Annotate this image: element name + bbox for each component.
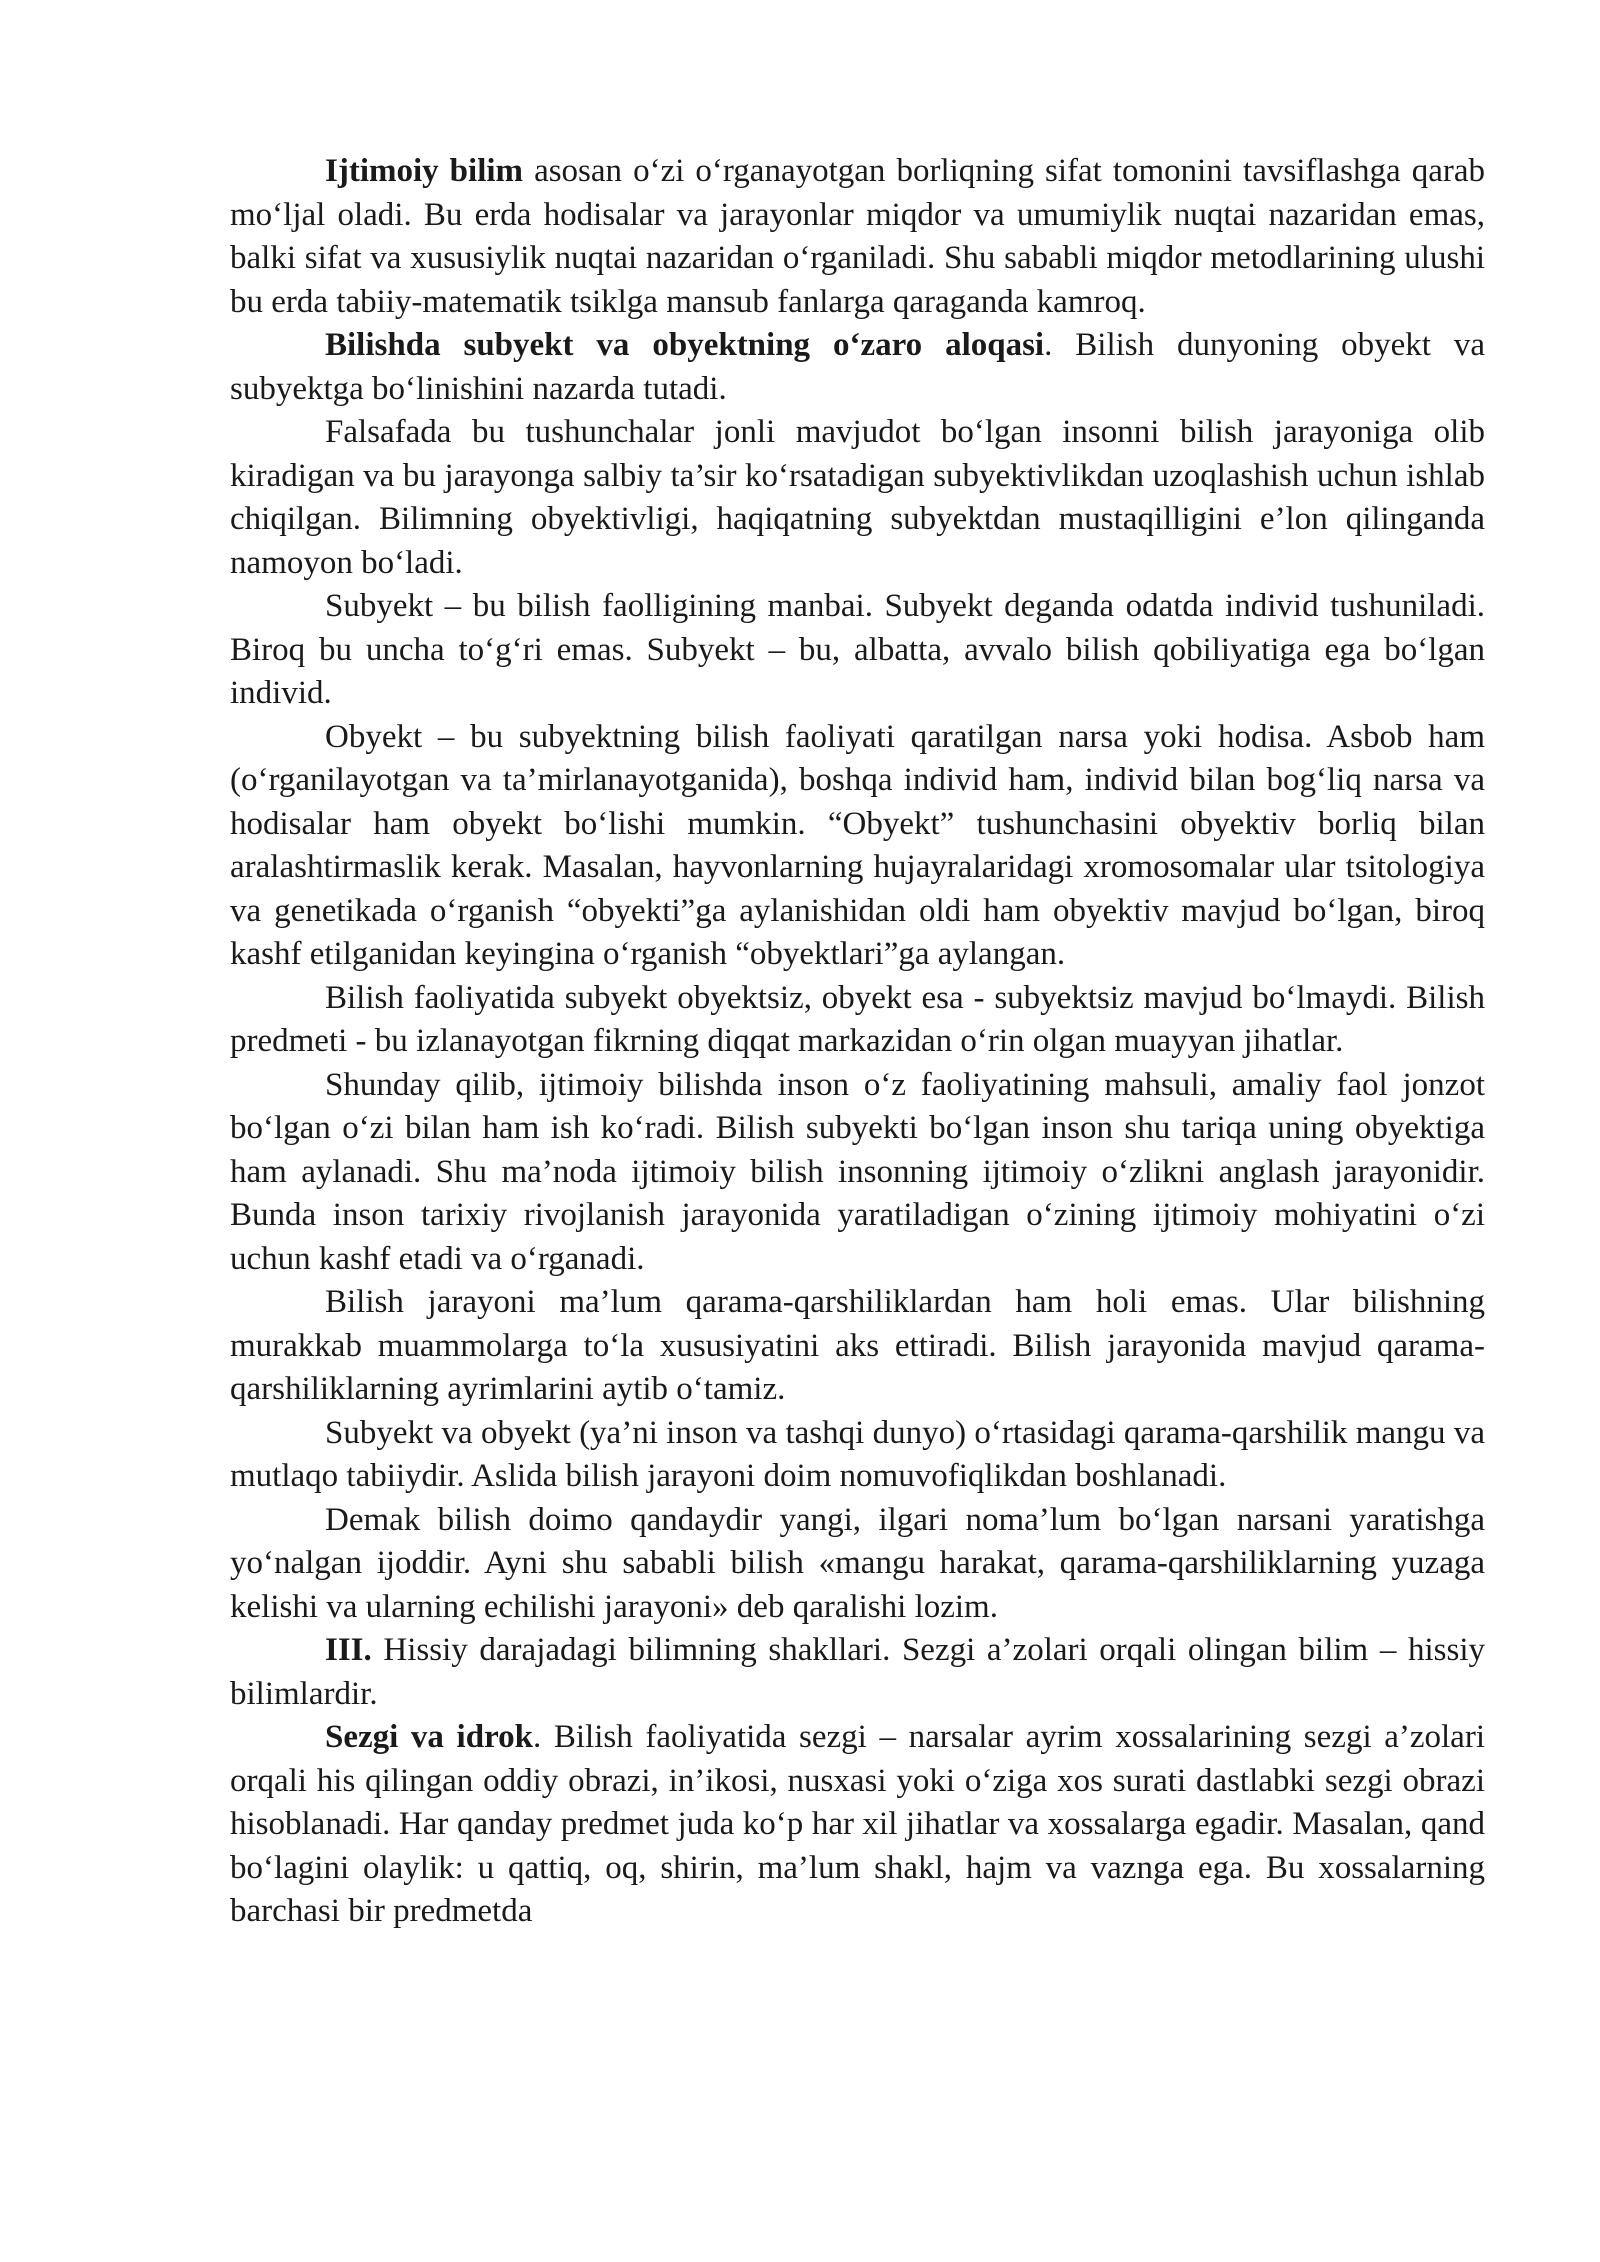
paragraph-text: Bilish faoliyatida subyekt obyektsiz, obyekt esa - subyektsiz mavjud bo‘lmaydi. Bilish predmeti - bu izlanayotgan fikrning diqqat markazidan o‘rin olgan muayyan jihatlar.: [230, 979, 1485, 1059]
paragraph-text: Subyekt va obyekt (ya’ni inson va tashqi dunyo) o‘rtasidagi qarama-qarshilik mangu va mutlaqo tabiiydir. Aslida bilish jarayoni doim nomuvofiqlikdan boshlanadi.: [230, 1414, 1485, 1494]
paragraph-text: Obyekt – bu subyektning bilish faoliyati qaratilgan narsa yoki hodisa. Asbob ham (o‘rganilayotgan va ta’mirlanayotganida), boshqa individ ham, individ bilan bog‘liq narsa va hodisalar ham obyekt bo‘lishi mumkin. “Obyekt” tushunchasini obyektiv borliq bilan aralashtirmaslik kerak. Masalan, hayvonlarning hujayralaridagi xromosomalar ular tsitologiya va genetikada o‘rganish “obyekti”ga aylanishidan oldi ham obyektiv mavjud bo‘lgan, biroq kashf etilganidan keyingina o‘rganish “obyektlari”ga aylangan.: [230, 718, 1485, 972]
paragraph-text: Bilish jarayoni ma’lum qarama-qarshiliklardan ham holi emas. Ular bilishning murakkab muammolarga to‘la xususiyatini aks ettiradi. Bilish jarayonida mavjud qarama-qarshiliklarning ayrimlarini aytib o‘tamiz.: [230, 1284, 1485, 1407]
paragraph-subyekt-va-obyekt: [230, 1412, 1485, 1499]
paragraph-lead: Sezgi va idrok: [325, 1719, 533, 1755]
paragraph-text: Hissiy darajadagi bilimning shakllari. Sezgi a’zolari orqali olingan bilim – hissiy bilimlardir.: [230, 1632, 1485, 1712]
paragraph-ijtimoiy-bilim: [230, 150, 1485, 324]
paragraph-text: asosan o‘zi o‘rganayotgan borliqning sifat tomonini tavsiflashga qarab mo‘ljal oladi. Bu erda hodisalar va jarayonlar miqdor va umumiylik nuqtai nazaridan emas, balki sifat va xususiylik nuqtai nazaridan o‘rganiladi. Shu sababli miqdor metodlarining ulushi bu erda tabiiy-matematik tsiklga mansub fanlarga qaraganda kamroq.: [230, 153, 1485, 320]
paragraph-text: Falsafada bu tushunchalar jonli mavjudot bo‘lgan insonni bilish jarayoniga olib kiradigan va bu jarayonga salbiy ta’sir ko‘rsatadigan subyektivlikdan uzoqlashish uchun ishlab chiqilgan. Bilimning obyektivligi, haqiqatning subyektdan mustaqilligini e’lon qilinganda namoyon bo‘ladi.: [230, 414, 1485, 581]
paragraph-falsafada: [230, 411, 1485, 585]
paragraph-shunday-qilib: [230, 1064, 1485, 1282]
paragraph-text: Demak bilish doimo qandaydir yangi, ilgari noma’lum bo‘lgan narsani yaratishga yo‘nalgan ijoddir. Ayni shu sababli bilish «mangu harakat, qarama-qarshiliklarning yuzaga kelishi va ularning echilishi jarayoni» deb qaralishi lozim.: [230, 1501, 1485, 1625]
paragraph-text: . Bilish dunyoning obyekt va subyektga bo‘linishini nazarda tutadi.: [230, 327, 1485, 407]
paragraph-text: Subyekt – bu bilish faolligining manbai. Subyekt deganda odatda individ tushuniladi. Biroq bu uncha to‘g‘ri emas. Subyekt – bu, albatta, avvalo bilish qobiliyatiga ega bo‘lgan individ.: [230, 588, 1485, 711]
paragraph-text: . Bilish faoliyatida sezgi – narsalar ayrim xossalarining sezgi a’zolari orqali his qilingan oddiy obrazi, in’ikosi, nusxasi yoki o‘ziga xos surati dastlabki sezgi obrazi hisoblanadi. Har qanday predmet juda ko‘p har xil jihatlar va xossalarga egadir. Masalan, qand bo‘lagini olaylik: u qattiq, oq, shirin, ma’lum shakl, hajm va vaznga ega. Bu xossalarning barchasi bir predmetda: [230, 1719, 1485, 1929]
paragraph-demak: [230, 1499, 1485, 1630]
paragraph-text: Shunday qilib, ijtimoiy bilishda inson o‘z faoliyatining mahsuli, amaliy faol jonzot bo‘lgan o‘zi bilan ham ish ko‘radi. Bilish subyekti bo‘lgan inson shu tariqa uning obyektiga ham aylanadi. Shu ma’noda ijtimoiy bilish insonning ijtimoiy o‘zlikni anglash jarayonidir. Bunda inson tarixiy rivojlanish jarayonida yaratiladigan o‘zining ijtimoiy mohiyatini o‘zi uchun kashf etadi va o‘rganadi.: [230, 1066, 1485, 1277]
paragraph-obyekt-definition: [230, 716, 1485, 977]
paragraph-sezgi-va-idrok: [230, 1716, 1485, 1934]
section-number: III.: [325, 1632, 372, 1668]
paragraph-lead: Ijtimoiy bilim: [325, 153, 524, 189]
paragraph-section-iii: [230, 1629, 1485, 1716]
document-page: [230, 150, 1485, 1934]
paragraph-subyekt-obyekt: [230, 324, 1485, 411]
paragraph-bilish-jarayoni: [230, 1281, 1485, 1412]
paragraph-lead: Bilishda subyekt va obyektning o‘zaro aloqasi: [325, 327, 1045, 363]
paragraph-bilish-faoliyatida: [230, 977, 1485, 1064]
paragraph-subyekt-definition: [230, 585, 1485, 716]
